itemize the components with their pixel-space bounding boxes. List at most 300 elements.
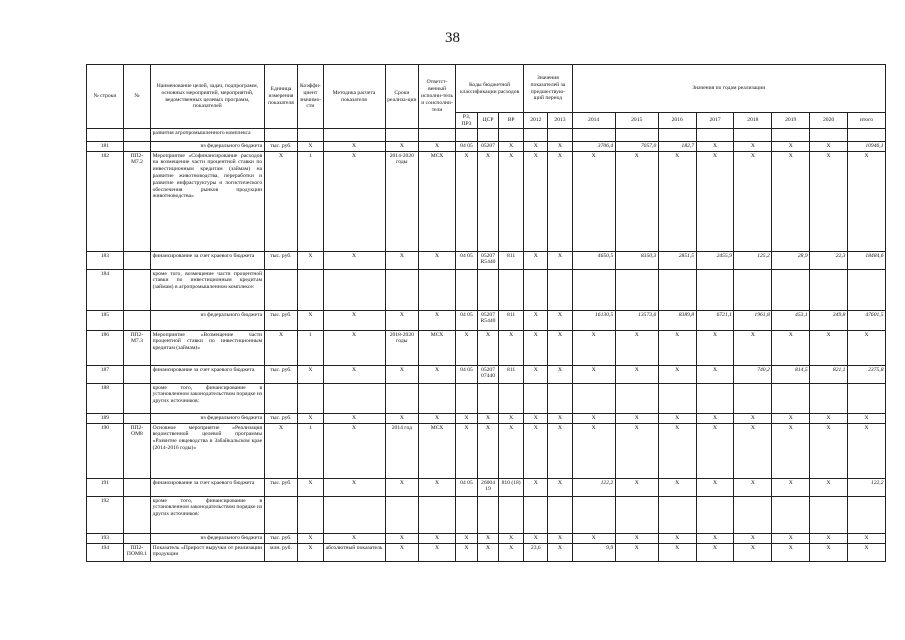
term-cell: X <box>385 366 419 384</box>
term-cell: 2018-2020 годы <box>385 331 419 366</box>
term-cell <box>385 129 419 142</box>
year-value-cell: 28,9 <box>772 252 810 270</box>
unit-cell: тыс. руб. <box>264 252 298 270</box>
value-2012-cell: X <box>524 366 548 384</box>
year-value-cell: X <box>658 331 696 366</box>
unit-cell: тыс. руб. <box>264 534 298 544</box>
value-2013-cell <box>548 384 572 414</box>
rz-cell: X <box>455 331 477 366</box>
header-no: № <box>123 65 150 129</box>
header-name: Наименование целей, задач, подпрограмм, основных мероприятий, мероприятий, ведомственных целевых программ, показателей <box>151 65 265 129</box>
year-value-cell <box>615 270 658 311</box>
header-2020: 2020 <box>810 113 848 129</box>
item-code-cell <box>123 366 150 384</box>
year-value-cell: X <box>734 152 772 252</box>
year-value-cell <box>658 129 696 142</box>
rz-cell: X <box>455 424 477 479</box>
table-row <box>87 497 886 534</box>
row-number-cell: 187 <box>87 366 124 384</box>
year-value-cell: X <box>772 142 810 152</box>
term-cell: 2014 год <box>385 424 419 479</box>
vr-cell: X <box>499 414 524 424</box>
resp-cell: X <box>419 311 456 331</box>
year-value-cell: X <box>734 479 772 497</box>
year-value-cell <box>810 129 848 142</box>
year-value-cell: 13573,6 <box>615 311 658 331</box>
coef-cell <box>298 497 323 534</box>
csr-cell: X <box>478 534 499 544</box>
value-2012-cell: X <box>524 414 548 424</box>
coef-cell: 1 <box>298 152 323 252</box>
vr-cell: 811 <box>499 252 524 270</box>
row-number-cell: 189 <box>87 414 124 424</box>
value-2013-cell: X <box>548 152 572 252</box>
value-2012-cell: X <box>524 252 548 270</box>
year-value-cell <box>658 497 696 534</box>
year-value-cell: 6721,1 <box>696 311 734 331</box>
year-value-cell: 8350,3 <box>615 252 658 270</box>
coef-cell: X <box>298 479 323 497</box>
year-value-cell: X <box>696 544 734 562</box>
table-row <box>87 424 886 479</box>
method-cell: X <box>323 424 385 479</box>
header-coef: Коэффи-циент значимо-сти <box>298 65 323 129</box>
resp-cell: X <box>419 252 456 270</box>
term-cell: X <box>385 414 419 424</box>
table-row <box>87 534 886 544</box>
row-number-cell: 185 <box>87 311 124 331</box>
rz-cell: X <box>455 544 477 562</box>
row-number-cell: 186 <box>87 331 124 366</box>
header-2013: 2013 <box>548 113 572 129</box>
coef-cell: X <box>298 544 323 562</box>
row-number-cell: 190 <box>87 424 124 479</box>
header-unit: Единица измерения показателя <box>264 65 298 129</box>
csr-cell <box>478 384 499 414</box>
year-value-cell: X <box>810 424 848 479</box>
term-cell: X <box>385 544 419 562</box>
csr-cell: X <box>478 424 499 479</box>
method-cell: абсолютный показатель <box>323 544 385 562</box>
vr-cell: X <box>499 142 524 152</box>
csr-cell: X <box>478 152 499 252</box>
table-row <box>87 142 886 152</box>
year-value-cell: X <box>772 544 810 562</box>
year-value-cell: X <box>615 424 658 479</box>
vr-cell: X <box>499 152 524 252</box>
year-value-cell <box>772 497 810 534</box>
name-cell: финансирование за счет краевого бюджета <box>151 366 265 384</box>
total-cell: 2375,8 <box>847 366 885 384</box>
rz-cell: 04 05 <box>455 366 477 384</box>
coef-cell: X <box>298 534 323 544</box>
method-cell <box>323 129 385 142</box>
value-2012-cell <box>524 129 548 142</box>
year-value-cell <box>696 384 734 414</box>
vr-cell: 810 (18) <box>499 479 524 497</box>
year-value-cell: 4650,5 <box>572 252 615 270</box>
name-cell: развития агропромышленного комплекса <box>151 129 265 142</box>
term-cell: X <box>385 479 419 497</box>
coef-cell <box>298 129 323 142</box>
year-value-cell: 453,1 <box>772 311 810 331</box>
header-codes: Коды бюджетной классификации расходов <box>455 65 523 113</box>
coef-cell: X <box>298 414 323 424</box>
rz-cell: X <box>455 534 477 544</box>
vr-cell: 811 <box>499 311 524 331</box>
year-value-cell: X <box>658 366 696 384</box>
name-cell: из федерального бюджета <box>151 142 265 152</box>
year-value-cell: 2455,9 <box>696 252 734 270</box>
rz-cell <box>455 497 477 534</box>
year-value-cell: X <box>772 534 810 544</box>
year-value-cell <box>772 270 810 311</box>
table-row <box>87 270 886 311</box>
total-cell: X <box>847 414 885 424</box>
resp-cell: X <box>419 534 456 544</box>
value-2013-cell <box>548 497 572 534</box>
year-value-cell: X <box>734 544 772 562</box>
value-2012-cell: X <box>524 152 548 252</box>
csr-cell: X <box>478 331 499 366</box>
page-number: 38 <box>445 30 460 46</box>
year-value-cell: 740,2 <box>734 366 772 384</box>
unit-cell <box>264 497 298 534</box>
method-cell: X <box>323 152 385 252</box>
vr-cell: X <box>499 331 524 366</box>
year-value-cell: 2851,5 <box>658 252 696 270</box>
row-number-cell: 184 <box>87 270 124 311</box>
year-value-cell: X <box>658 414 696 424</box>
year-value-cell: X <box>696 424 734 479</box>
header-2012: 2012 <box>524 113 548 129</box>
year-value-cell: X <box>658 152 696 252</box>
value-2012-cell: X <box>524 331 548 366</box>
method-cell: X <box>323 366 385 384</box>
year-value-cell: 7057,0 <box>615 142 658 152</box>
value-2013-cell <box>548 270 572 311</box>
rz-cell: 04 05 <box>455 252 477 270</box>
year-value-cell <box>696 497 734 534</box>
header-2015: 2015 <box>615 113 658 129</box>
resp-cell: МСХ <box>419 152 456 252</box>
year-value-cell <box>810 497 848 534</box>
csr-cell: X <box>478 414 499 424</box>
method-cell: X <box>323 311 385 331</box>
year-value-cell: 122,2 <box>572 479 615 497</box>
year-value-cell: X <box>734 424 772 479</box>
year-value-cell: X <box>810 414 848 424</box>
value-2013-cell: X <box>548 331 572 366</box>
resp-cell <box>419 497 456 534</box>
header-2018: 2018 <box>734 113 772 129</box>
coef-cell: 1 <box>298 424 323 479</box>
resp-cell: X <box>419 414 456 424</box>
header-2016: 2016 <box>658 113 696 129</box>
term-cell: X <box>385 142 419 152</box>
item-code-cell: ПП2-М7.2 <box>123 152 150 252</box>
coef-cell: 1 <box>298 331 323 366</box>
year-value-cell: X <box>696 331 734 366</box>
vr-cell <box>499 384 524 414</box>
csr-cell: 05207 R5440 <box>478 311 499 331</box>
year-value-cell: X <box>772 479 810 497</box>
year-value-cell <box>658 384 696 414</box>
csr-cell: 05207 <box>478 142 499 152</box>
year-value-cell: 3706,4 <box>572 142 615 152</box>
year-value-cell: X <box>772 152 810 252</box>
rz-cell: 04 05 <box>455 142 477 152</box>
table-row <box>87 414 886 424</box>
rz-cell <box>455 384 477 414</box>
value-2013-cell: X <box>548 534 572 544</box>
header-csr: ЦСР <box>478 113 499 129</box>
year-value-cell: X <box>572 152 615 252</box>
term-cell: X <box>385 252 419 270</box>
table-row <box>87 384 886 414</box>
header-vr: ВР <box>499 113 524 129</box>
year-value-cell: X <box>696 366 734 384</box>
year-value-cell: 16130,5 <box>572 311 615 331</box>
year-value-cell: X <box>772 331 810 366</box>
table-row <box>87 366 886 384</box>
item-code-cell <box>123 534 150 544</box>
vr-cell: X <box>499 424 524 479</box>
year-value-cell: X <box>734 331 772 366</box>
method-cell: X <box>323 534 385 544</box>
value-2013-cell: X <box>548 142 572 152</box>
year-value-cell: X <box>696 142 734 152</box>
term-cell: X <box>385 534 419 544</box>
year-value-cell: X <box>696 152 734 252</box>
name-cell: финансирование за счет краевого бюджета <box>151 479 265 497</box>
header-years: Значения по годам реализации <box>572 65 885 113</box>
rz-cell: X <box>455 152 477 252</box>
vr-cell <box>499 497 524 534</box>
resp-cell <box>419 129 456 142</box>
method-cell: X <box>323 479 385 497</box>
method-cell: X <box>323 252 385 270</box>
year-value-cell: X <box>696 414 734 424</box>
year-value-cell: X <box>615 152 658 252</box>
name-cell: Основное мероприятие «Реализация ведомственной целевой программы «Развитие овцеводства в Забайкальском крае (2014-2016 годы)» <box>151 424 265 479</box>
name-cell: из федерального бюджета <box>151 311 265 331</box>
resp-cell: МСХ <box>419 424 456 479</box>
term-cell <box>385 270 419 311</box>
method-cell: X <box>323 331 385 366</box>
year-value-cell: X <box>810 152 848 252</box>
resp-cell: X <box>419 479 456 497</box>
method-cell: X <box>323 142 385 152</box>
table-row <box>87 311 886 331</box>
row-number-cell: 194 <box>87 544 124 562</box>
item-code-cell <box>123 414 150 424</box>
value-2012-cell <box>524 384 548 414</box>
year-value-cell <box>615 384 658 414</box>
year-value-cell: X <box>810 142 848 152</box>
year-value-cell: X <box>734 142 772 152</box>
year-value-cell: 349,8 <box>810 311 848 331</box>
value-2013-cell: X <box>548 366 572 384</box>
year-value-cell: X <box>572 414 615 424</box>
year-value-cell <box>658 270 696 311</box>
table-row <box>87 252 886 270</box>
coef-cell: X <box>298 366 323 384</box>
total-cell: X <box>847 424 885 479</box>
unit-cell: X <box>264 424 298 479</box>
year-value-cell <box>572 129 615 142</box>
unit-cell: тыс. руб. <box>264 414 298 424</box>
table-header <box>87 65 886 129</box>
total-cell: 18484,6 <box>847 252 885 270</box>
year-value-cell <box>572 497 615 534</box>
total-cell: 122,2 <box>847 479 885 497</box>
coef-cell: X <box>298 252 323 270</box>
unit-cell: X <box>264 152 298 252</box>
name-cell: кроме того, возмещение части процентной ставки по инвестиционным кредитам (займам) в агропромышленном комплексе: <box>151 270 265 311</box>
year-value-cell: X <box>658 544 696 562</box>
name-cell: из федерального бюджета <box>151 534 265 544</box>
resp-cell: МСХ <box>419 331 456 366</box>
total-cell <box>847 497 885 534</box>
method-cell <box>323 384 385 414</box>
total-cell: X <box>847 544 885 562</box>
resp-cell: X <box>419 142 456 152</box>
year-value-cell: X <box>696 534 734 544</box>
year-value-cell: 1961,8 <box>734 311 772 331</box>
year-value-cell: X <box>810 479 848 497</box>
total-cell: X <box>847 331 885 366</box>
year-value-cell: 182,7 <box>658 142 696 152</box>
name-cell: из федерального бюджета <box>151 414 265 424</box>
row-number-cell <box>87 129 124 142</box>
year-value-cell: X <box>810 544 848 562</box>
year-value-cell <box>734 384 772 414</box>
year-value-cell <box>696 270 734 311</box>
unit-cell: тыс. руб. <box>264 479 298 497</box>
resp-cell: X <box>419 544 456 562</box>
row-number-cell: 193 <box>87 534 124 544</box>
unit-cell <box>264 270 298 311</box>
table-row <box>87 479 886 497</box>
rz-cell <box>455 270 477 311</box>
row-number-cell: 183 <box>87 252 124 270</box>
coef-cell <box>298 384 323 414</box>
coef-cell: X <box>298 311 323 331</box>
year-value-cell: X <box>615 331 658 366</box>
name-cell: кроме того, финансирование в установленном законодательством порядке из других источников: <box>151 497 265 534</box>
item-code-cell <box>123 142 150 152</box>
table-row <box>87 129 886 142</box>
vr-cell: X <box>499 544 524 562</box>
year-value-cell: X <box>696 479 734 497</box>
year-value-cell: X <box>658 424 696 479</box>
header-term: Сроки реализа-ции <box>385 65 419 129</box>
year-value-cell: 814,5 <box>772 366 810 384</box>
term-cell <box>385 497 419 534</box>
year-value-cell: X <box>810 534 848 544</box>
row-number-cell: 181 <box>87 142 124 152</box>
header-2019: 2019 <box>772 113 810 129</box>
term-cell: 2014-2020 годы <box>385 152 419 252</box>
resp-cell <box>419 384 456 414</box>
year-value-cell: X <box>615 479 658 497</box>
year-value-cell <box>734 497 772 534</box>
name-cell: кроме того, финансирование в установленном законодательством порядке из других источников: <box>151 384 265 414</box>
value-2013-cell: X <box>548 311 572 331</box>
value-2013-cell: X <box>548 414 572 424</box>
csr-cell: 26004 19 <box>478 479 499 497</box>
row-number-cell: 182 <box>87 152 124 252</box>
header-total: итого <box>847 113 885 129</box>
item-code-cell: ПП2-М7.3 <box>123 331 150 366</box>
name-cell: Мероприятие «Возмещение части процентной ставки по инвестиционным кредитам (займам)» <box>151 331 265 366</box>
total-cell: 10946,1 <box>847 142 885 152</box>
year-value-cell: X <box>615 366 658 384</box>
value-2012-cell: 23,6 <box>524 544 548 562</box>
unit-cell <box>264 384 298 414</box>
term-cell: X <box>385 311 419 331</box>
rz-cell <box>455 129 477 142</box>
unit-cell: млн. руб. <box>264 544 298 562</box>
year-value-cell: X <box>615 544 658 562</box>
table-row <box>87 152 886 252</box>
value-2012-cell <box>524 497 548 534</box>
csr-cell <box>478 270 499 311</box>
year-value-cell <box>734 270 772 311</box>
csr-cell <box>478 497 499 534</box>
year-value-cell: X <box>772 424 810 479</box>
year-value-cell <box>734 129 772 142</box>
table-row <box>87 331 886 366</box>
value-2012-cell: X <box>524 479 548 497</box>
program-table <box>86 64 886 562</box>
resp-cell <box>419 270 456 311</box>
year-value-cell: 821,1 <box>810 366 848 384</box>
item-code-cell <box>123 497 150 534</box>
item-code-cell <box>123 252 150 270</box>
value-2013-cell: X <box>548 544 572 562</box>
total-cell: 47601,5 <box>847 311 885 331</box>
year-value-cell <box>572 384 615 414</box>
year-value-cell: X <box>658 479 696 497</box>
total-cell: X <box>847 152 885 252</box>
value-2012-cell: X <box>524 424 548 479</box>
item-code-cell <box>123 479 150 497</box>
year-value-cell: X <box>572 366 615 384</box>
item-code-cell <box>123 311 150 331</box>
csr-cell: X <box>478 544 499 562</box>
value-2013-cell <box>548 129 572 142</box>
year-value-cell <box>810 270 848 311</box>
rz-cell: 04 05 <box>455 479 477 497</box>
total-cell <box>847 270 885 311</box>
table-body <box>87 129 886 562</box>
year-value-cell: 9,9 <box>572 544 615 562</box>
header-prev: Значения показателей за предшествую-щий период <box>524 65 572 113</box>
item-code-cell <box>123 384 150 414</box>
term-cell <box>385 384 419 414</box>
name-cell: Показатель «Прирост выручки от реализации продукции <box>151 544 265 562</box>
name-cell: Мероприятие «Софинансирование расходов на возмещение части процентной ставки по инвестиционным кредитам (займам) на развитие животноводства, переработки и развитие инфраструктуры и логистического обеспечения рынков продукции животноводства» <box>151 152 265 252</box>
year-value-cell: X <box>572 534 615 544</box>
value-2013-cell: X <box>548 424 572 479</box>
value-2012-cell: X <box>524 311 548 331</box>
header-2014: 2014 <box>572 113 615 129</box>
method-cell: X <box>323 414 385 424</box>
unit-cell: X <box>264 331 298 366</box>
value-2012-cell: X <box>524 534 548 544</box>
